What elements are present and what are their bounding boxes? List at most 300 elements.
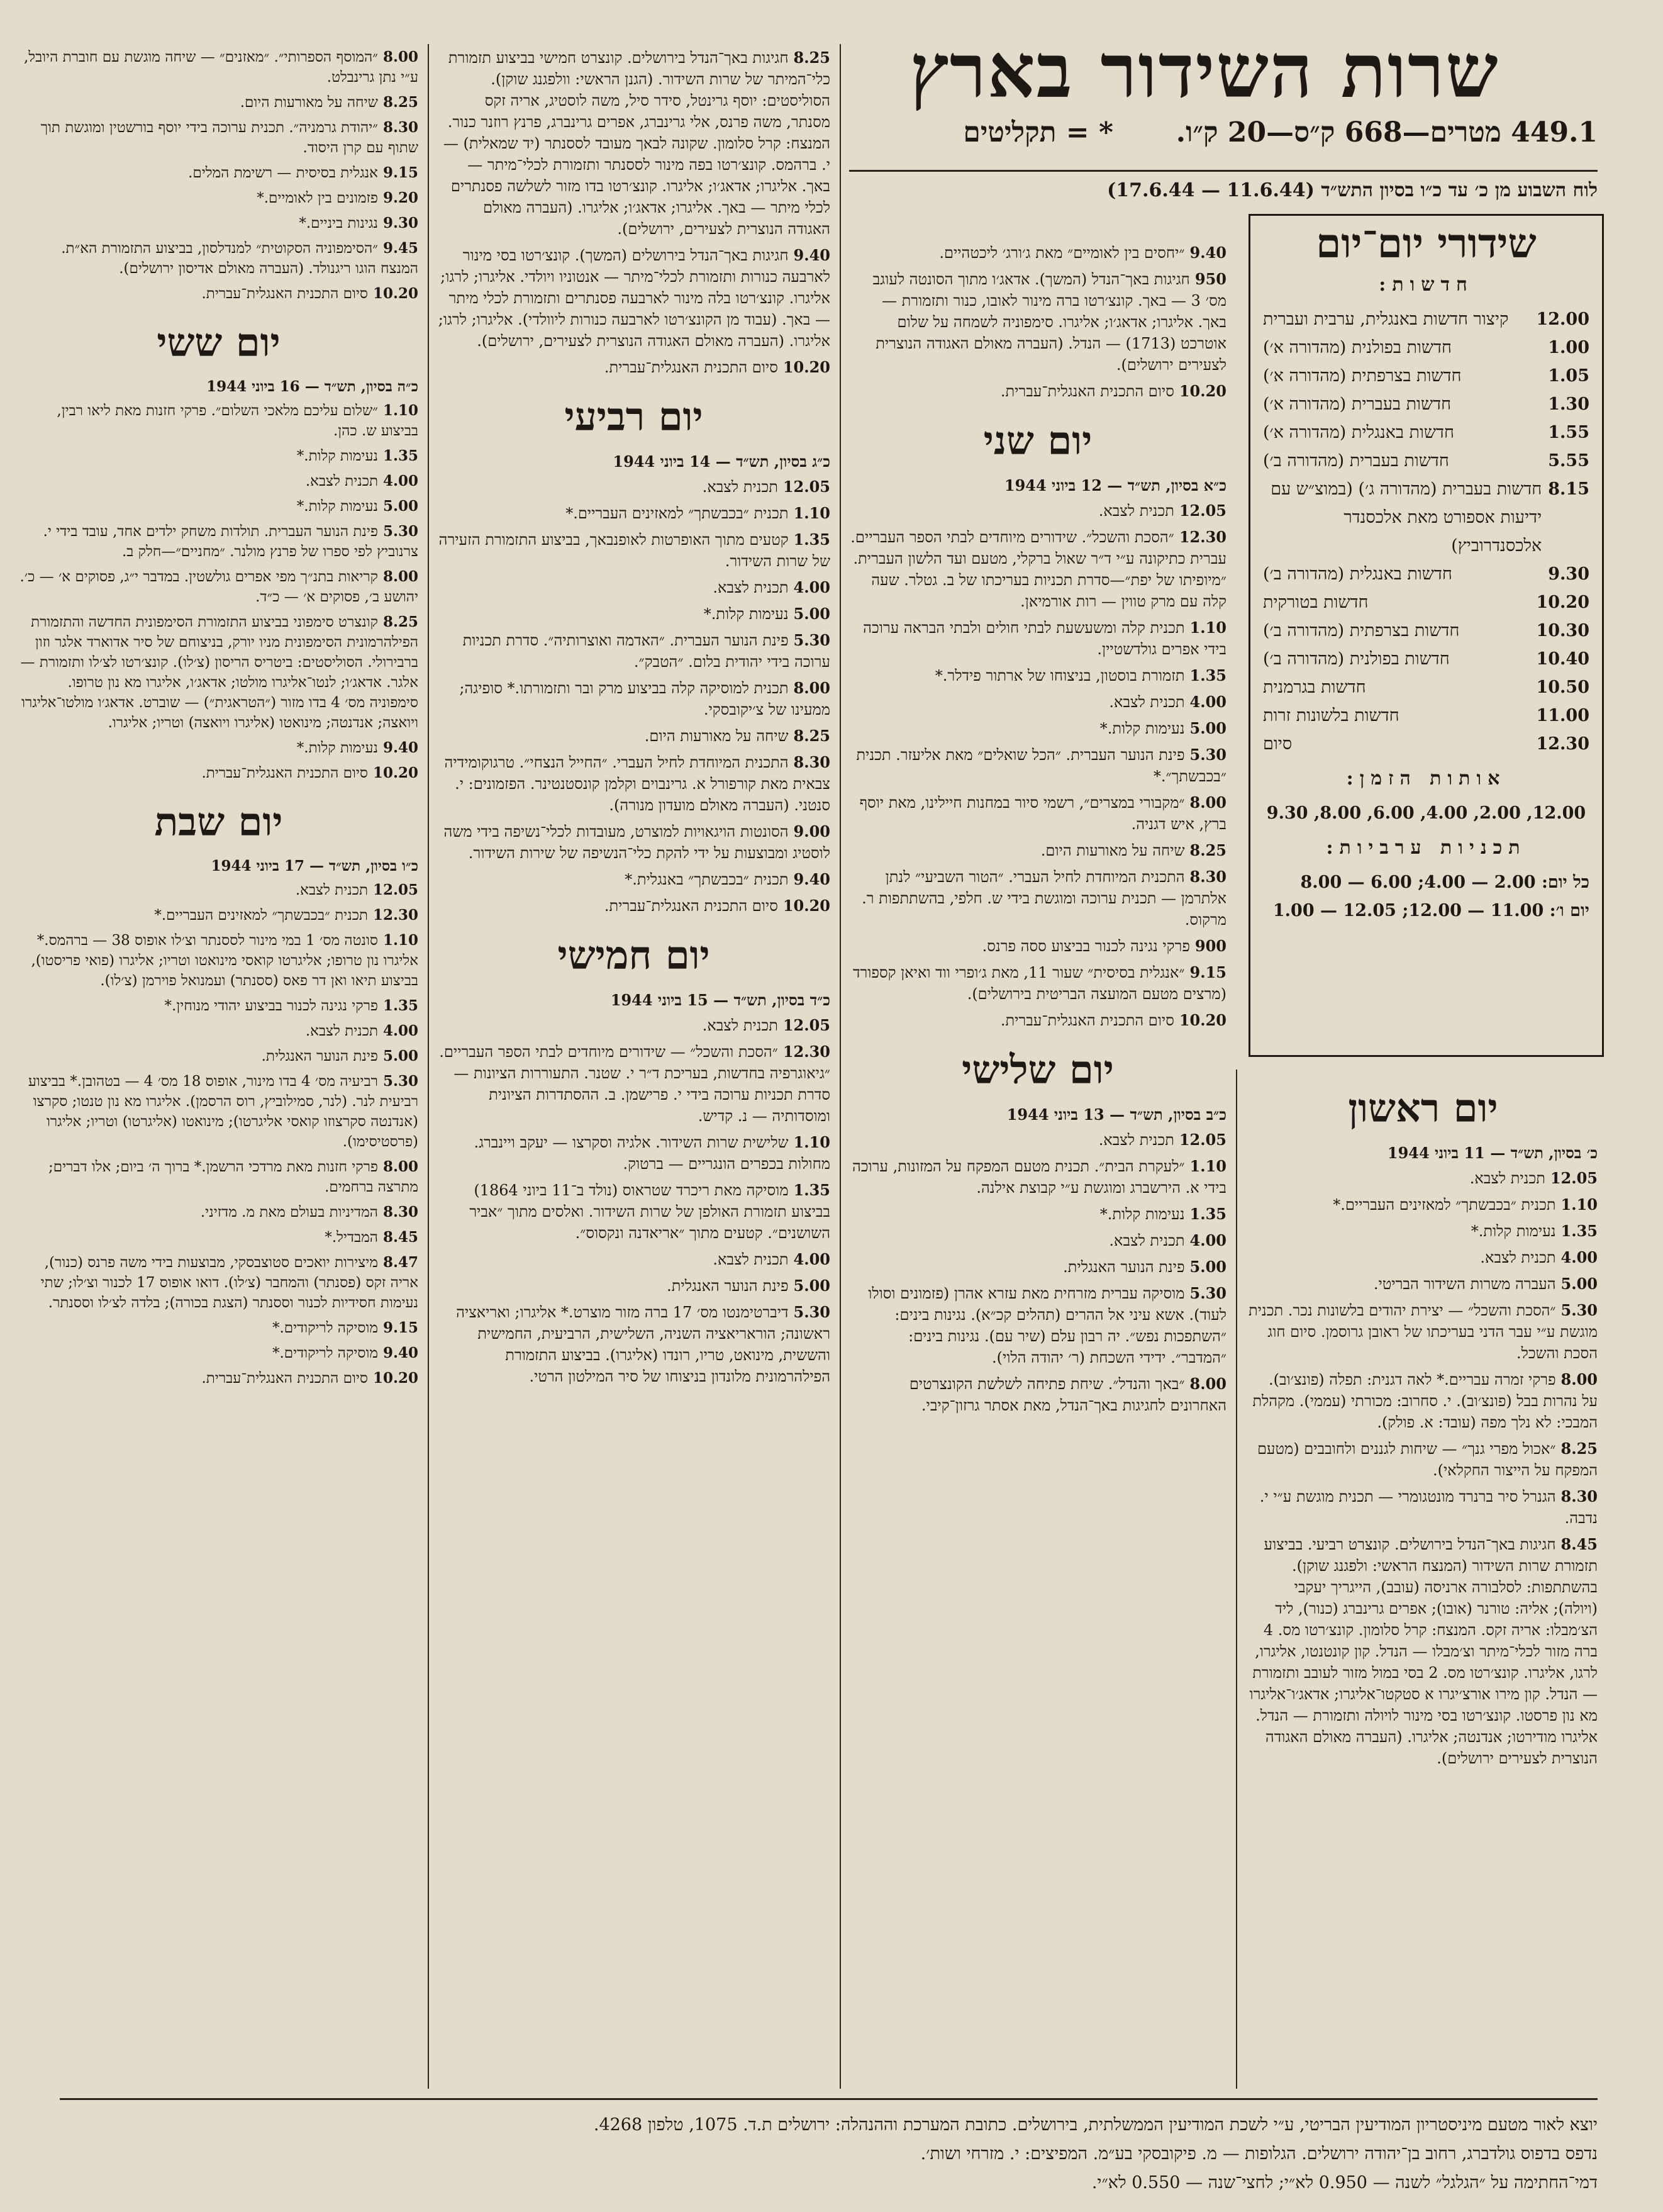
program-text: תכנית לצבא.	[1098, 1131, 1174, 1149]
program-item	[849, 1156, 1226, 1198]
program-item	[849, 840, 1226, 861]
program-text: חגיגות באך־הנדל (המשך). אדאג׳ו מתוך הסונטה לעוגב מס׳ 3 — באך. קונצ׳רטו ברה מינור לאובו, כנור ותזמורת — באך. אליגרו; אדאג׳ו; אליגרו. סימפוניה לשמחה על שלום אוטרכט (1713) — הנדל. (העברה מאולם האגודה הנוצרית לצעירים ירושלים).	[872, 271, 1226, 374]
program-item	[849, 617, 1226, 660]
program-time: 5.30	[1189, 1284, 1226, 1302]
program-time: 9.40	[382, 1344, 418, 1361]
imprint-footer	[60, 2111, 1598, 2198]
program-time: 8.25	[1189, 841, 1226, 859]
day-title: יום שלישי	[962, 1047, 1114, 1093]
program-time: 9.20	[382, 189, 418, 206]
program-item	[437, 1249, 830, 1270]
program-text: סיום התכנית האנגלית־עברית.	[604, 897, 778, 915]
program-time: 9.40	[1189, 243, 1226, 262]
program-item	[437, 603, 830, 625]
program-text: שלישית שרות השידור. אלגיה וסקרצו — יעקב ויינברג. מחולות בכפרים הונגריים — ברטוק.	[474, 1134, 830, 1173]
column-rule	[428, 44, 429, 2089]
program-time: 4.00	[382, 1022, 418, 1039]
program-time: 8.25	[793, 727, 830, 745]
day-section	[19, 800, 418, 1388]
news-text: סיום	[1263, 734, 1293, 754]
program-text: ״אכול מפרי גנך״ — שיחות לגננים ולחובבים (מטעם המפקח על הייצור החקלאי).	[1257, 1440, 1598, 1479]
evening-line: יום ו׳: 11.00 — 12.00; 12.05 — 1.00	[1272, 901, 1589, 920]
program-text: התכנית המיוחדת לחיל העברי. ״החייל הנצחי״. טרגוקומידיה צבאית מאת קורפורל א. גרינבוים וקלמן קונסטנטינר. הפזמונים: י. סנטני. (העברה מאולם מועדון מנורה).	[444, 754, 830, 814]
program-time: 1.10	[1189, 1157, 1226, 1175]
program-item	[849, 1283, 1226, 1368]
news-text: חדשות בעברית (מהדורה ג׳) (במוצ״ש עם ידיעות אספורט מאת אלכסנדר אלכסנדרוביץ)	[1271, 479, 1542, 556]
program-item	[849, 744, 1226, 787]
program-item	[1249, 1247, 1598, 1268]
news-time: 10.30	[1536, 621, 1589, 640]
program-text: ״הסכת והשכל״ — שידורים מיוחדים לבתי הספר העבריים. ״גיאוגרפיה בחדשות, בעריכת ד״ר י. שטנר. התעוררות הציונות — סדרת תכניות ערוכה בידי י. פרישמן. ב. ההסתדרות הציונית ומוסדותיה — נ. קדיש.	[439, 1043, 830, 1125]
program-time: 9.15	[382, 164, 418, 181]
news-time: 10.50	[1536, 678, 1589, 697]
program-time: 8.25	[1560, 1439, 1598, 1458]
news-heading: חדשות:	[1379, 274, 1474, 296]
program-item	[437, 357, 830, 378]
news-row	[1263, 447, 1589, 475]
program-time: 8.30	[793, 753, 830, 771]
program-text: ״שלום עליכם מלאכי השלום״. פרקי חזנות מאת ליאו רבין, בביצוע ש. כהן.	[57, 403, 418, 439]
column-rule	[1236, 1070, 1237, 2089]
program-time: 1.10	[1560, 1195, 1598, 1214]
news-text: חדשות בטורקית	[1263, 593, 1369, 612]
news-time: 9.30	[1548, 564, 1589, 584]
program-time: 1.10	[382, 932, 418, 949]
news-text: חדשות בלשונות זרות	[1263, 706, 1399, 725]
program-text: סיום התכנית האנגלית־עברית.	[604, 359, 778, 376]
news-text: חדשות באנגלית (מהדורה ב׳)	[1263, 564, 1452, 584]
program-text: דיברטימנטו מס׳ 17 ברה מזור מוצרט.* אליגרו; ואריאציה ראשונה; הוראריאציה השניה, השלישית, הרביעית, החמישית והששית, מינואט, טריו, רונדו (אליגרו). בביצוע התזמורת הפילהרמונית מלונדון בניצוחו של סיר המילטון הרטי.	[456, 1304, 830, 1385]
program-item	[849, 962, 1226, 1005]
program-item	[437, 678, 830, 720]
news-row	[1263, 730, 1589, 758]
program-text: מוסיקה לריקודים.*	[272, 1345, 378, 1361]
program-text: ״יחסים בין לאומיים״ מאת ג׳ורג׳ ליכטהיים.	[939, 244, 1185, 262]
program-time: 9.15	[382, 1319, 418, 1336]
program-text: מוסיקה מאת ריכרד שטראוס (נולד ב־11 ביוני 1864) בביצוע תזמורת האולפן של שרות השידור. ואלסים מתוך ״אביר השושנים״. קטעים מתוך ״אריאדנה ונקסוס״.	[469, 1181, 830, 1242]
program-item	[437, 1275, 830, 1297]
day-title: יום רביעי	[564, 394, 703, 440]
program-item	[1249, 1194, 1598, 1215]
program-time: 8.25	[382, 613, 418, 630]
program-time: 1.35	[793, 530, 830, 549]
program-text: המדיניות בעולם מאת מ. מדזיני.	[200, 1204, 378, 1221]
program-text: תכנית לצבא.	[702, 478, 778, 496]
program-text: תכנית למוסיקה קלה בביצוע מרק ובר ותזמורתו.* סופיגה; ממעינו של צ׳יקובסקי.	[459, 679, 830, 718]
program-item	[849, 792, 1226, 835]
news-text: חדשות בפולנית (מהדורה ב׳)	[1263, 649, 1450, 669]
program-item	[849, 269, 1226, 376]
program-text: תכנית לצבא.	[1109, 693, 1185, 711]
program-text: פינת הנוער האנגלית.	[667, 1277, 789, 1295]
program-time: 10.20	[372, 764, 418, 781]
program-text: ״הסכת והשכל״. שידורים מיוחדים לבתי הספר העבריים. עברית כתיקונה ע״י ד״ר שאול ברקלי, מטעם ועד הלשון העברית. ״מיופיתו של יפת״—סדרת תכניות בעריכתו של ב. גטלר. שעה קלה עם מרק טווין — רות אורמיאן.	[850, 528, 1226, 610]
program-item	[437, 503, 830, 524]
daily-broadcasts-box	[1249, 214, 1604, 1057]
column-monday-tuesday	[849, 242, 1226, 2089]
news-list	[1263, 305, 1589, 758]
program-text: קטעים מתוך האופרטות לאופנבאך, בביצוע התזמורת הזעירה של שרות השידור.	[438, 531, 830, 570]
day-section	[849, 242, 1226, 402]
program-time: 5.00	[1189, 719, 1226, 737]
program-time: 4.00	[1560, 1248, 1598, 1266]
footer-rule	[60, 2098, 1598, 2100]
news-row	[1263, 390, 1589, 418]
week-line: לוח השבוע מן כ׳ עד כ״ו בסיון התש״ד (11.6.44 — 17.6.44)	[1107, 179, 1598, 201]
program-text: שיחה על מאורעות היום.	[1040, 842, 1185, 859]
news-row	[1263, 701, 1589, 730]
program-time: 12.05	[1179, 501, 1226, 520]
program-text: העברה משרות השידור הבריטי.	[1373, 1275, 1556, 1293]
program-item	[19, 1343, 418, 1363]
program-time: 1.35	[1189, 1205, 1226, 1223]
program-item	[437, 47, 830, 240]
program-item	[19, 401, 418, 441]
program-text: חגיגות באך־הנדל בירושלים. קונצרט רביעי. בביצוע תזמורת שרות השידור (המנצח הראשי: ולפגנג שוקן). בהשתתפות: לסלבורה ארניסה (עובב), הייגריך יעקבי (ויולה); אליה: טורנר (אובו); אפרים גרינברג (כנור), ליד הצ׳מבלו: אריה זקס. המנצח: קרל סלומון. קונצ׳רטו מס. 4 ברה מזור לכלי־מיתר וצ׳מבלו — הנדל. קון קונטנטו, אליגרו, לרגו, אליגרו. קונצ׳רטו מס. 2 בסי במול מזור לעובב ותזמורת — הנדל. קון מירו אורצ׳יגרו א סטקטו־אליגרו; אדאג׳ו־אליגרו מא נון פרסטו. קונצ׳רטו בסי מינור לויולה ותזמורת — הנדל. אליגרו מודירטו; אנדנטה; אליגרו. (העברה מאולם האגודה הנוצרית לצעירים ירושלים).	[1249, 1536, 1598, 1767]
program-time: 8.45	[1560, 1535, 1598, 1553]
program-item	[19, 284, 418, 304]
program-time: 10.20	[782, 897, 830, 915]
day-section	[849, 1047, 1226, 1416]
program-item	[19, 1318, 418, 1338]
program-text: מוסיקה לריקודים.*	[272, 1320, 378, 1336]
program-text: תכנית לצבא.	[1109, 1232, 1185, 1249]
program-text: תכנית לצבא.	[305, 1023, 378, 1039]
program-time: 5.00	[1189, 1258, 1226, 1276]
program-text: סיום התכנית האנגלית־עברית.	[1000, 1012, 1174, 1029]
program-time: 900	[1194, 937, 1226, 955]
program-time: 8.25	[793, 48, 830, 67]
program-text: מוסיקה עברית מזרחית מאת עזרא אהרן (פזמונים וסולו לעוד). אשא עיני אל ההרים (תהלים קכ״א). נגינות בינים: ״השתפכות נפש״. יה רבון עלם (שיר עם). נגינות בינים: ״המדבר״. ידידי השכחת (ר׳ יהודה הלוי).	[868, 1285, 1226, 1366]
program-item	[19, 1202, 418, 1222]
program-text: פינת הנוער העברית. ״האדמה ואוצרותיה״. סדרת תכניות ערוכה בידי יהודית בלום. ״הטבק״.	[462, 632, 830, 671]
program-time: 8.25	[382, 94, 418, 111]
program-item	[19, 567, 418, 607]
program-time: 5.30	[1189, 746, 1226, 764]
program-time: 5.00	[1560, 1275, 1598, 1293]
program-text: סיום התכנית האנגלית־עברית.	[201, 1370, 368, 1387]
program-text: תכנית לצבא.	[305, 473, 378, 489]
program-text: תכנית לצבא.	[1098, 502, 1174, 520]
program-item	[19, 163, 418, 183]
program-time: 1.35	[793, 1181, 830, 1199]
program-item	[437, 895, 830, 917]
program-item	[19, 188, 418, 208]
program-item	[849, 718, 1226, 739]
program-item	[437, 752, 830, 816]
program-time: 8.00	[1189, 793, 1226, 812]
program-item	[19, 930, 418, 991]
program-text: שיחה על מאורעות היום.	[644, 727, 789, 745]
program-text: ״באך והנדל״. שיחת פתיחה לשלשת הקונצרטים האחרונים לחגיגות באך־הנדל, מאת אסתר גרזון־קיבי.	[909, 1375, 1226, 1414]
program-text: סיום התכנית האנגלית־עברית.	[201, 286, 368, 302]
program-item	[437, 476, 830, 498]
program-text: מיצירות יואכים סטוצבסקי, מבוצעות בידי משה פרנס (כנור), אריה זקס (פסנתר) והמחבר (צ׳לו). דואו אופוס 17 לכנור וצ׳לו; שתי נעימות חסידיות לכנור וססנתר (הצגת בכורה); בלדה לצ׳לו וססנתר.	[40, 1254, 418, 1311]
program-item	[19, 496, 418, 517]
program-time: 8.30	[382, 119, 418, 136]
program-text: ״המוסף הספרותי״. ״מאזנים״ — שיחה מוגשת עם חוברת היובל, ע״י נתן גרינבלט.	[24, 49, 418, 86]
program-item	[19, 118, 418, 158]
program-text: תכנית לצבא.	[1469, 1170, 1545, 1187]
program-item	[437, 725, 830, 747]
program-item	[437, 1015, 830, 1036]
program-time: 1.10	[793, 1133, 830, 1151]
program-text: חגיגות באך־הנדל בירושלים (המשך). קונצ׳רטו בסי מינור לארבעה כנורות ותזמורת לכלי־מיתר — אנטוניו ויולדי. אליגרו; לרגו; אליגרו. קונצ׳רטו בלה מינור לארבעה פסנתרים ותזמורת לכלי מיתר — באך. (עבוד מן הקונצ׳רטו לארבעה כנורות ליוולדי). אליגרו; לרגו; אליגרו. (העברה מאולם האגודה הנוצרית לצעירים, ירושלים).	[438, 247, 830, 350]
news-row	[1263, 617, 1589, 645]
program-item	[1249, 1534, 1598, 1769]
program-item	[437, 869, 830, 890]
program-time: 12.30	[782, 1042, 830, 1061]
program-item	[19, 880, 418, 900]
program-item	[437, 821, 830, 864]
program-item	[849, 866, 1226, 930]
program-text: פינת הנוער העברית. תולדות משחק ילדים אחד, עובד בידי י. צרנוביץ לפי ספרו של פרנץ מולנר. ״מחניים״—חלק ב.	[43, 523, 418, 560]
day-section	[1249, 1086, 1598, 1769]
program-text: פרקי נגינה לכנור בביצוע יהודי מנוחין.*	[164, 998, 378, 1014]
day-title: יום שני	[983, 418, 1093, 464]
program-text: ״הסכת והשכל״ — יצירת יהודים בלשונות נכר. תכנית מוגשת ע״י עבר הדני בעריכתו של ראובן גרוסמן. סיום חוג הסכת והשכל.	[1249, 1302, 1598, 1362]
daily-title: שידורי יום־יום	[1316, 220, 1537, 267]
program-text: נעימות קלות.*	[1099, 1205, 1185, 1223]
news-time: 1.55	[1548, 423, 1589, 442]
program-text: פרקי חזנות מאת מרדכי הרשמן.* ברוך ה׳ ביום; אלו דברים; מתרצה ברחמים.	[48, 1159, 418, 1195]
program-item	[849, 1129, 1226, 1151]
column-sunday	[1249, 1070, 1598, 2089]
program-time: 1.10	[793, 504, 830, 522]
program-item	[19, 905, 418, 925]
program-text: תכנית לצבא.	[295, 882, 368, 898]
program-time: 12.05	[372, 881, 418, 898]
program-time: 4.00	[793, 1250, 830, 1268]
program-item	[849, 1010, 1226, 1031]
program-time: 10.20	[1179, 1011, 1226, 1029]
day-section	[437, 47, 830, 378]
day-date: כ״ה בסיון, תש״ד — 16 ביוני 1944	[206, 378, 418, 395]
program-time: 1.10	[382, 402, 418, 419]
program-time: 8.00	[382, 1158, 418, 1175]
program-item	[19, 471, 418, 491]
day-title: יום שבת	[154, 799, 283, 845]
program-time: 9.40	[793, 870, 830, 888]
program-item	[849, 381, 1226, 402]
column-wednesday-thursday	[437, 47, 830, 2089]
program-text: נגינות ביניים.*	[299, 215, 378, 232]
footer-line: נדפס בדפוס גולדברג, רחוב בן־יהודה ירושלים. הגלופות — מ. פיקובסקי בע״מ. המפיצים: י. מזרחי ושות׳.	[920, 2144, 1598, 2164]
program-text: תזמורת בוסטון, בניצוחו של ארתור פידלר.*	[935, 667, 1185, 684]
program-text: תכנית ״בכבשתך״ למאזינים העבריים.*	[565, 505, 789, 522]
program-time: 1.10	[1189, 618, 1226, 637]
news-time: 12.00	[1536, 310, 1589, 329]
program-time: 12.05	[782, 1016, 830, 1034]
program-time: 5.30	[1560, 1301, 1598, 1319]
program-item	[849, 1256, 1226, 1278]
program-item	[849, 500, 1226, 522]
program-time: 9.15	[1189, 963, 1226, 981]
program-time: 4.00	[1189, 1231, 1226, 1249]
program-time: 8.30	[1189, 868, 1226, 886]
news-time: 11.00	[1536, 706, 1589, 725]
program-text: סיום התכנית האנגלית־עברית.	[1000, 383, 1174, 400]
program-time: 1.35	[1560, 1222, 1598, 1240]
program-item	[1249, 1486, 1598, 1529]
program-text: פרקי נגינה לכנור בביצוע ססה פרנס.	[982, 937, 1190, 955]
program-item	[19, 763, 418, 783]
program-text: תכנית ״בכבשתך״ למאזינים העבריים.*	[154, 907, 368, 924]
program-item	[1249, 1168, 1598, 1189]
news-time: 5.55	[1548, 451, 1589, 471]
program-item	[849, 1230, 1226, 1251]
day-title: יום ששי	[157, 320, 281, 366]
news-row	[1263, 588, 1589, 617]
program-item	[19, 1368, 418, 1388]
program-time: 8.00	[382, 568, 418, 585]
program-text: התכנית המיוחדת לחיל העברי. ״הטור השביעי״ לנתן אלתרמן — תכנית ערוכה ומוגשת בידי ש. חלפי, בהשתתפות ר. מרקוס.	[862, 868, 1226, 929]
program-time: 12.30	[1179, 528, 1226, 546]
evening-line: כל יום: 2.00 — 4.00; 6.00 — 8.00	[1300, 873, 1589, 892]
program-time: 10.20	[1179, 382, 1226, 400]
program-text: פזמונים בין לאומיים.*	[257, 190, 378, 206]
program-time: 8.47	[382, 1254, 418, 1271]
news-time: 10.20	[1536, 593, 1589, 612]
program-item	[1249, 1369, 1598, 1433]
program-item	[849, 527, 1226, 612]
program-time: 9.45	[382, 240, 418, 257]
column-friday-saturday	[19, 47, 418, 2089]
program-item	[1249, 1438, 1598, 1481]
program-text: נעימות קלות.*	[296, 740, 378, 756]
header-rule	[849, 170, 1598, 172]
program-item	[19, 92, 418, 113]
day-date: כ׳ בסיון, תש״ד — 11 ביוני 1944	[1387, 1144, 1598, 1162]
program-time: 8.45	[382, 1229, 418, 1246]
day-date: כ״ג בסיון, תש״ד — 14 ביוני 1944	[613, 452, 830, 471]
program-text: נעימות קלות.*	[296, 498, 378, 515]
program-time: 1.35	[382, 997, 418, 1014]
program-text: פרקי זמרה עבריים.* לאה דגנית: תפלה (פונצ׳וב). על נהרות בבל (פונצ׳וב). י. סחרוב: מכורתי (עממי). מקהלת המבכי: לא נלך מפה (עובד: א. פולק).	[1252, 1371, 1598, 1431]
program-item	[19, 1253, 418, 1313]
day-section	[19, 320, 418, 783]
news-row	[1263, 645, 1589, 673]
news-time: 1.30	[1548, 394, 1589, 414]
footer-line: דמי־החתימה על ״הגלגל״ לשנה — 0.950 לא״י; לחצי־שנה — 0.550 לא״י.	[1091, 2173, 1598, 2192]
program-time: 1.35	[1189, 666, 1226, 684]
program-item	[437, 529, 830, 572]
program-text: נעימות קלות.*	[703, 605, 789, 623]
program-time: 5.00	[793, 605, 830, 623]
signals-heading: אותות הזמן:	[1346, 768, 1506, 790]
program-text: תכנית לצבא.	[713, 1251, 789, 1268]
program-text: תכנית ״בכבשתך״ למאזינים העבריים.*	[1333, 1196, 1556, 1214]
day-section	[437, 394, 830, 917]
footer-line: יוצא לאור מטעם מיניסטריון המודיעין הבריטי, ע״י לשכת המודיעין הממשלתית, בירושלים. כתובת המערכת וההנהלה: ירושלים ת.ד. 1075, טלפון 4268.	[593, 2115, 1598, 2135]
program-time: 9.40	[382, 739, 418, 756]
records-legend: * = תקליטים	[963, 116, 1113, 148]
program-item	[437, 630, 830, 673]
program-item	[19, 1046, 418, 1066]
program-text: חגיגות באך־הנדל בירושלים. קונצרט חמישי בביצוע תזמורת כלי־המיתר של שרות השידור. (הגנן הראשי: וולפגנג שוקן). הסוליסטים: יוסף גרינטל, סידר סיל, משה לוסטיג, אריה זקס מסנתר, משה פרנס, אלי גרינברג, אפרים גרינברג, פרנץ רוזנר כנור. המנצח: קרל סלומון. שקונה לבאך מעובד לססנתר (יד שמאלית) — י. ברהמס. קונצ׳רטו בפה מינור לססנתר ותזמורת לכלי־מיתר — באך. אליגרו; אדאג׳ו; אליגרו. קונצ׳רטו בדו מזור לשלשה פסנתרים לכלי מיתר — באך. אליגרו; אדאג׳ו; אליגרו. (העברה מאולם האגודה הנוצרית לצעירים, ירושלים).	[443, 49, 830, 238]
program-text: פינת הנוער העברית. ״הכל שואלים״ מאת אליעזר. תכנית ״בכבשתך״.*	[856, 746, 1226, 785]
program-text: ״הסימפוניה הסקוטית״ למנדלסון, בביצוע התזמורת הא״ת. המנצח הוגו ריגנולד. (העברה מאולם אדיסון ירושלים).	[61, 240, 418, 277]
program-time: 5.30	[382, 523, 418, 540]
program-time: 8.00	[793, 679, 830, 697]
program-text: המבדיל.*	[325, 1229, 378, 1246]
program-text: הסונטות הויגאויות למוצרט, מעובדות לכלי־נשיפה בידי משה לוסטיג ומבוצעות על ידי להקת כלי־הנשיפה של שירות השידור.	[443, 823, 830, 862]
day-date: כ״ב בסיון, תש״ד — 13 ביוני 1944	[1006, 1105, 1226, 1124]
program-item	[437, 245, 830, 352]
program-time: 5.30	[793, 631, 830, 649]
program-text: סיום התכנית האנגלית־עברית.	[201, 765, 368, 781]
day-section	[437, 933, 830, 1387]
program-time: 9.00	[793, 822, 830, 841]
news-row	[1263, 418, 1589, 447]
program-time: 8.00	[382, 48, 418, 65]
program-time: 5.30	[793, 1303, 830, 1321]
day-date: כ״א בסיון, תש״ד — 12 ביוני 1944	[1004, 476, 1226, 494]
column-rule	[840, 44, 841, 2089]
program-item	[19, 996, 418, 1016]
program-item	[437, 1302, 830, 1387]
program-time: 4.00	[793, 578, 830, 596]
news-text: חדשות באנגלית (מהדורה א׳)	[1263, 423, 1455, 442]
day-date: כ״ו בסיון, תש״ד — 17 ביוני 1944	[211, 857, 418, 874]
day-section	[849, 418, 1226, 1031]
program-item	[19, 213, 418, 233]
program-item	[19, 238, 418, 279]
program-time: 4.00	[382, 472, 418, 489]
news-text: חדשות בצרפתית (מהדורה ב׳)	[1263, 621, 1460, 640]
program-item	[849, 936, 1226, 957]
program-item	[19, 1071, 418, 1152]
program-time: 8.30	[382, 1204, 418, 1221]
masthead-title: שרות השידור בארץ	[909, 27, 1499, 115]
program-item	[19, 47, 418, 87]
news-text: חדשות בפולנית (מהדורה א׳)	[1263, 338, 1452, 357]
program-text: ״לעקרת הבית״. תכנית מטעם המפקח על המזונות, ערוכה בידי א. הירשברג ומוגשת ע״י קבוצת אילנה.	[852, 1158, 1226, 1197]
program-item	[437, 1132, 830, 1175]
news-time: 1.00	[1548, 338, 1589, 357]
program-text: ״יהודת גרמניה״. תכנית ערוכה בידי יוסף בורשטין ומוגשת תוך שתוף עם קרן היסוד.	[40, 120, 418, 156]
program-text: קונצרט סימפוני בביצוע התזמורת הסימפונית החדשה והתזמורת הפילהרמונית הסימפונית מניו יורק, בניצוחם של סיר אדוארד אלגר וזון ברבירולי. הסוליסטים: ביטריס הריסון (צ׳לו). קונצ׳רטו לצ׳לו ותזמורת — אלגר. אדאג׳ו; לנטו־אליגרו מולטו; אדאג׳ו, אליגרו מא נון טרופו. סימפוניה מס׳ 4 בדו מזור (״הטראגית״) — שוברט. אדאג׳ו מולטו־אליגרו ויואצה; אנדנטה; מינואטו (אליגרו ויואצה) וטריו; אליגרו.	[20, 614, 418, 731]
program-item	[1249, 1300, 1598, 1364]
program-text: פינת הנוער האנגלית.	[261, 1048, 378, 1064]
program-text: תכנית לצבא.	[1480, 1249, 1556, 1266]
news-text: חדשות בגרמנית	[1263, 678, 1366, 697]
program-time: 5.30	[382, 1073, 418, 1090]
program-item	[19, 1227, 418, 1248]
program-text: רביעיה מס׳ 4 בדו מינור, אופוס 18 מס׳ 4 — בטהובן.* בביצוע רביעית לנר. (לנר, סמילוביץ, רוס הרסמן). אליגרו מא נון טנטו; סקרצו (אנדנטה סקרצוזו קואסי אליגרטו); מינואטו (אליגרטו) וטריו; אליגרו (פרסטיסימו).	[28, 1073, 418, 1150]
day-title: יום חמישי	[557, 932, 710, 978]
program-item	[1249, 1221, 1598, 1242]
news-row	[1263, 362, 1589, 390]
program-text: תכנית לצבא.	[702, 1017, 778, 1034]
program-item	[19, 612, 418, 733]
program-time: 8.30	[1560, 1487, 1598, 1505]
program-item	[19, 1157, 418, 1197]
day-section	[19, 47, 418, 304]
program-text: הגנרל סיר ברנרד מונטגומרי — תכנית מוגשת ע״י י. נדבה.	[1259, 1488, 1598, 1527]
program-text: תכנית קלה ומשעשעת לבתי חולים ולבתי הבראה ערוכה בידי אפרים גולדשטיין.	[863, 619, 1226, 658]
program-text: נעימות קלות.*	[1471, 1222, 1556, 1240]
program-item	[437, 1180, 830, 1244]
news-text: חדשות בעברית (מהדורה א׳)	[1263, 394, 1452, 414]
time-signals: 12.00, 2.00, 4.00, 6.00, 8.00, 9.30	[1266, 803, 1586, 823]
news-time: 8.15	[1548, 479, 1589, 499]
program-time: 9.40	[793, 246, 830, 264]
news-row	[1263, 475, 1589, 560]
program-time: 950	[1194, 270, 1226, 288]
news-time: 1.05	[1548, 366, 1589, 386]
program-text: קריאות בתנ״ך מפי אפרים גולשטין. במדבר י״ג, פסוקים א׳ — כ׳. יהושע ב׳, פסוקים א׳ — כ״ד.	[19, 569, 418, 605]
